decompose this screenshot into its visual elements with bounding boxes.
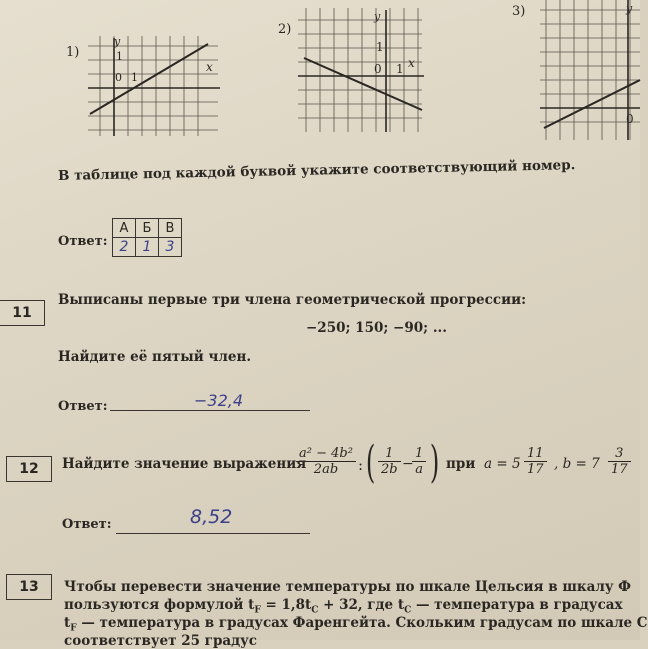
task13-number: 13 [19,579,39,595]
task13-line3: $t_F$ — температура в градусах Фаренгейта. Скольким градусам по шкале С [64,615,648,634]
task11-text: Выписаны первые три члена геометрической прогрессии: [58,292,527,308]
task10-answer-table [112,218,182,257]
task11-answer-label: Ответ: [58,399,108,414]
task12-a-eq: a = 5 [484,456,521,472]
task12-text: Найдите значение выражения [62,456,307,472]
task12-fraction-2-numerator: 1 [378,446,401,462]
task12-fraction-3-numerator: 1 [412,446,426,462]
graph-2-unit: 1 [376,40,384,54]
task12-a-fraction [524,446,547,477]
graph-3-origin: 0 [626,112,634,126]
task13-line4: соответствует 25 градус [64,633,257,649]
task12-fraction-3 [412,446,426,477]
task12-minus: − [402,456,414,472]
task12-fraction-2-denominator: 2b [381,462,398,477]
task12-b-denominator: 17 [611,462,628,477]
task12-paren-open: ( [365,437,376,488]
graph-2 [298,8,426,132]
task11-number: 11 [12,305,32,321]
task10-header-v: В [159,219,182,238]
task12-b-eq: , b = 7 [554,456,600,472]
task12-when: при [446,456,476,472]
graph-1-origin: 0 [115,71,122,84]
task10-answer-b[interactable]: 1 [136,238,159,257]
task11-handwritten-answer: −32,4 [194,391,244,410]
task12-a-denominator: 17 [527,462,544,477]
graph-2-y-label: y [374,10,381,23]
graph-1-number: 1) [66,45,80,60]
graph-1-y-label: y [114,35,121,48]
graph-1 [88,36,224,136]
task12-handwritten-answer: 8,52 [190,506,233,528]
graph-3-number: 3) [512,4,526,19]
task12-fraction-3-denominator: a [415,462,424,477]
task12-fraction-1-denominator: 2ab [313,462,339,477]
graph-3 [540,0,640,140]
task10-answer-v[interactable]: 3 [159,238,182,257]
task11-answer-line[interactable] [110,410,310,411]
task12-b-numerator: 3 [608,446,631,462]
task11-sequence: −250; 150; −90; ... [306,320,447,336]
graph-1-line [90,44,208,114]
graph-1-x-label: x [206,60,213,74]
task12-colon: : [358,456,364,474]
task10-header-b: Б [136,219,159,238]
task12-answer-label: Ответ: [62,517,112,532]
task10-answer-a[interactable]: 2 [113,238,136,257]
task12-answer-line[interactable] [116,533,310,534]
task12-a-numerator: 11 [524,446,547,462]
task12-paren-close: ) [429,437,440,488]
task12-b-fraction [608,446,631,477]
task11-question: Найдите её пятый член. [58,349,252,365]
task12-number: 12 [19,461,39,477]
task11-number-box [0,300,45,326]
task12-fraction-2 [378,446,401,477]
graph-1-x-unit: 1 [131,71,138,84]
task12-number-box [6,456,52,482]
task13-number-box [6,574,52,600]
task10-instruction: В таблице под каждой буквой укажите соответствующий номер. [57,157,576,184]
graph-2-number: 2) [278,22,292,37]
task12-fraction-1-numerator: a² − 4b² [296,446,356,462]
task12-fraction-1 [296,446,356,477]
task13-line1: Чтобы перевести значение температуры по шкале Цельсия в шкалу Ф [64,579,631,595]
task10-header-a: А [113,219,136,238]
graph-3-y-label: y [626,2,633,15]
task13-line2: пользуются формулой $t_F = 1,8t_C + 32$, где $t_C$ — температура в градусах [64,597,623,616]
graph-1-unit: 1 [116,50,123,63]
task10-answer-label: Ответ: [58,234,108,249]
graph-2-x-unit: 1 [396,62,404,76]
graph-2-x-label: x [408,56,415,70]
graph-2-origin: 0 [374,62,382,76]
